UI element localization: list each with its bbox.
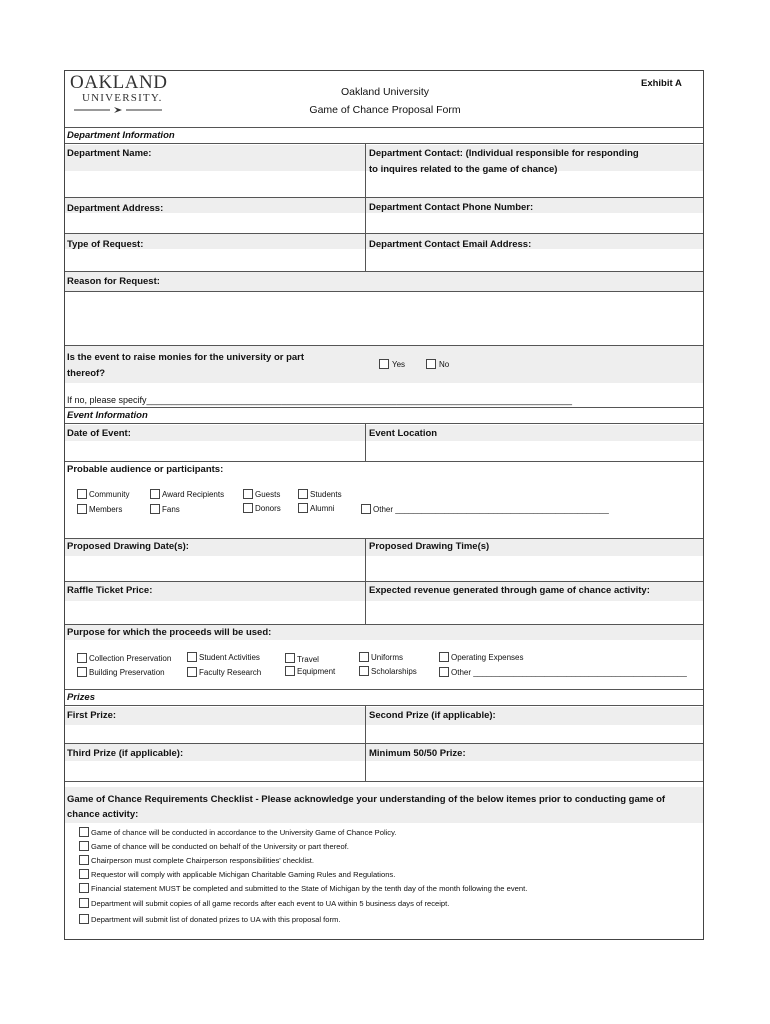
audience-community-label: Community: [89, 490, 130, 499]
department-phone-label: Department Contact Phone Number:: [369, 202, 534, 213]
logo-wordmark: OAKLAND: [70, 72, 168, 93]
checklist-checkbox[interactable]: [79, 869, 89, 879]
yes-checkbox[interactable]: [379, 359, 389, 369]
audience-members-checkbox[interactable]: [77, 504, 87, 514]
checklist-item-text: Financial statement MUST be completed and submitted to the State of Michigan by the tenth day of the month following the event.: [91, 884, 528, 893]
audience-guests-label: Guests: [255, 490, 281, 499]
purpose-other-checkbox[interactable]: [439, 667, 449, 677]
audience-guests-checkbox[interactable]: [243, 489, 253, 499]
min-5050-field[interactable]: [366, 762, 702, 780]
department-contact-field[interactable]: [366, 171, 702, 196]
checklist-item: [79, 869, 395, 880]
audience-students-label: Students: [310, 490, 342, 499]
audience-fans-checkbox[interactable]: [150, 504, 160, 514]
audience-award-checkbox[interactable]: [150, 489, 160, 499]
proposal-form: [64, 70, 704, 940]
checklist-item: [79, 914, 340, 925]
checklist-checkbox[interactable]: [79, 883, 89, 893]
min-5050-label: Minimum 50/50 Prize:: [369, 748, 466, 759]
purpose-other-label[interactable]: Other ________________________________________________: [451, 668, 687, 677]
checklist-item: [79, 898, 449, 909]
checklist-item-text: Department will submit list of donated prizes to UA with this proposal form.: [91, 915, 341, 924]
drawing-times-field[interactable]: [366, 557, 702, 580]
audience-donors-checkbox[interactable]: [243, 503, 253, 513]
form-title: [225, 83, 545, 119]
university-logo: [70, 74, 170, 114]
checklist-item: [79, 883, 527, 894]
department-email-label: Department Contact Email Address:: [369, 239, 532, 250]
drawing-dates-label: Proposed Drawing Date(s):: [67, 541, 189, 552]
type-of-request-field[interactable]: [66, 251, 364, 270]
drawing-times-label: Proposed Drawing Time(s): [369, 541, 490, 552]
checklist-checkbox[interactable]: [79, 898, 89, 908]
first-prize-field[interactable]: [66, 726, 364, 742]
department-name-field[interactable]: [66, 171, 364, 196]
department-email-field[interactable]: [366, 251, 702, 270]
second-prize-label: Second Prize (if applicable):: [369, 710, 496, 721]
drawing-dates-field[interactable]: [66, 557, 364, 580]
raise-monies-line1: Is the event to raise monies for the university or part: [67, 352, 305, 363]
section-department-info: Department Information: [67, 130, 175, 141]
date-of-event-label: Date of Event:: [67, 428, 131, 439]
audience-students-checkbox[interactable]: [298, 489, 308, 499]
department-phone-field[interactable]: [366, 215, 702, 232]
checklist-item-text: Game of chance will be conducted in accordance to the University Game of Chance Policy.: [91, 828, 397, 837]
purpose-building-label: Building Preservation: [89, 668, 165, 677]
reason-label: Reason for Request:: [67, 276, 160, 287]
purpose-scholarships-checkbox[interactable]: [359, 666, 369, 676]
third-prize-label: Third Prize (if applicable):: [67, 748, 184, 759]
form-title-line2: Game of Chance Proposal Form: [309, 104, 461, 116]
audience-alumni-checkbox[interactable]: [298, 503, 308, 513]
checklist-item: [79, 855, 314, 866]
audience-alumni-label: Alumni: [310, 504, 335, 513]
logo-subtitle: UNIVERSITY.: [82, 92, 163, 104]
no-label: No: [439, 360, 450, 369]
checklist-item-text: Chairperson must complete Chairperson responsibilities' checklist.: [91, 856, 315, 865]
purpose-travel-checkbox[interactable]: [285, 653, 295, 663]
purpose-collection-label: Collection Preservation: [89, 654, 172, 663]
section-event-info: Event Information: [67, 410, 148, 421]
checklist-heading: [67, 793, 665, 821]
third-prize-field[interactable]: [66, 762, 364, 780]
purpose-operating-label: Operating Expenses: [451, 653, 524, 662]
department-name-label: Department Name:: [67, 148, 152, 159]
department-address-label: Department Address:: [67, 203, 164, 214]
checklist-heading-line1: Game of Chance Requirements Checklist - Please acknowledge your understanding of the below itemes prior to conducting game of: [67, 794, 666, 805]
audience-award-label: Award Recipients: [162, 490, 225, 499]
logo-mark-icon: [70, 105, 166, 115]
purpose-equipment-label: Equipment: [297, 667, 336, 676]
purpose-operating-checkbox[interactable]: [439, 652, 449, 662]
purpose-student-activities-checkbox[interactable]: [187, 652, 197, 662]
purpose-building-checkbox[interactable]: [77, 667, 87, 677]
audience-donors-label: Donors: [255, 504, 281, 513]
audience-other-checkbox[interactable]: [361, 504, 371, 514]
second-prize-field[interactable]: [366, 726, 702, 742]
event-location-field[interactable]: [366, 442, 702, 460]
audience-community-checkbox[interactable]: [77, 489, 87, 499]
audience-members-label: Members: [89, 505, 123, 514]
purpose-uniforms-checkbox[interactable]: [359, 652, 369, 662]
expected-revenue-label: Expected revenue generated through game of chance activity:: [369, 585, 650, 596]
checklist-heading-line2: chance activity:: [67, 809, 139, 820]
purpose-uniforms-label: Uniforms: [371, 653, 404, 662]
department-contact-line1: Department Contact: (Individual responsible for responding: [369, 148, 639, 159]
no-checkbox[interactable]: [426, 359, 436, 369]
expected-revenue-field[interactable]: [366, 602, 702, 623]
date-of-event-field[interactable]: [66, 442, 364, 460]
first-prize-label: First Prize:: [67, 710, 117, 721]
checklist-checkbox[interactable]: [79, 841, 89, 851]
raffle-price-label: Raffle Ticket Price:: [67, 585, 153, 596]
department-contact-line2: to inquires related to the game of chance): [369, 164, 558, 175]
checklist-item: [79, 827, 396, 838]
purpose-student-activities-label: Student Activities: [199, 653, 260, 662]
event-location-label: Event Location: [369, 428, 438, 439]
checklist-item: [79, 841, 349, 852]
reason-field[interactable]: [66, 292, 702, 344]
yes-label: Yes: [392, 360, 406, 369]
raise-monies-question: [67, 351, 304, 380]
audience-fans-label: Fans: [162, 505, 180, 514]
purpose-faculty-checkbox[interactable]: [187, 667, 197, 677]
checklist-checkbox[interactable]: [79, 827, 89, 837]
raffle-price-field[interactable]: [66, 602, 364, 623]
form-title-line1: Oakland University: [340, 86, 430, 98]
audience-other-label[interactable]: Other ________________________________________________: [373, 505, 609, 514]
purpose-collection-checkbox[interactable]: [77, 653, 87, 663]
checklist-item-text: Department will submit copies of all game records after each event to UA within 5 business days of receipt.: [91, 899, 450, 908]
checklist-item-text: Game of chance will be conducted on behalf of the University or part thereof.: [91, 842, 349, 851]
purpose-label: Purpose for which the proceeds will be used:: [67, 627, 272, 638]
checklist-checkbox[interactable]: [79, 914, 89, 924]
checklist-item-text: Requestor will comply with applicable Michigan Charitable Gaming Rules and Regulations.: [91, 870, 396, 879]
type-of-request-label: Type of Request:: [67, 239, 144, 250]
audience-label: Probable audience or participants:: [67, 464, 224, 475]
checklist-checkbox[interactable]: [79, 855, 89, 865]
purpose-scholarships-label: Scholarships: [371, 667, 417, 676]
purpose-travel-label: Travel: [297, 655, 319, 664]
raise-monies-line2: thereof?: [67, 368, 105, 379]
purpose-equipment-checkbox[interactable]: [285, 666, 295, 676]
department-address-field[interactable]: [66, 215, 364, 232]
purpose-faculty-label: Faculty Research: [199, 668, 262, 677]
exhibit-label: Exhibit A: [641, 78, 682, 89]
section-prizes: Prizes: [67, 692, 95, 703]
if-no-specify[interactable]: If no, please specify_____________________________________________________________________________________: [67, 395, 573, 405]
